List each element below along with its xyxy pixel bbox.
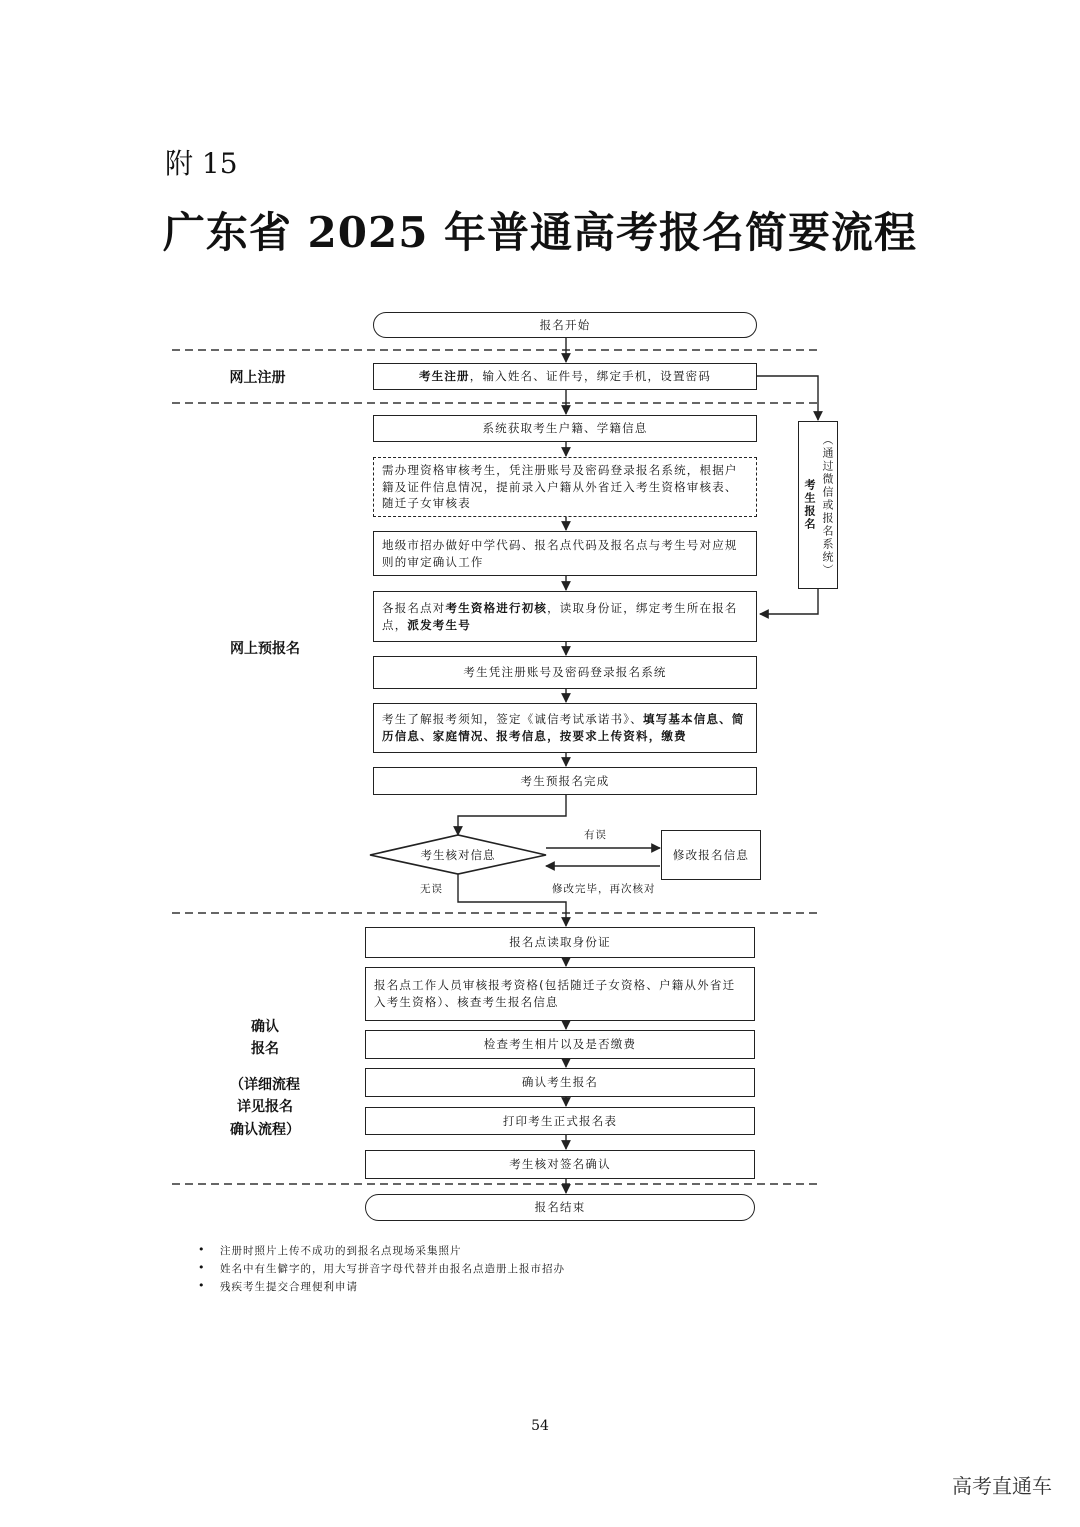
- step-end: 报名结束: [365, 1194, 755, 1221]
- section-confirm-note: [205, 1074, 325, 1141]
- section-online-preregister: 网上预报名: [230, 641, 300, 657]
- watermark: 高考直通车: [952, 1474, 1052, 1498]
- section-confirm-note-line2: 详见报名: [237, 1099, 293, 1116]
- step-pre-done: 考生预报名完成: [373, 767, 757, 795]
- page-title: 广东省 2025 年普通高考报名简要流程: [162, 208, 918, 257]
- side-box-bold: 考生报名: [803, 479, 816, 531]
- section-online-register: 网上注册: [229, 370, 286, 386]
- step-fetch-info: 系统获取考生户籍、学籍信息: [373, 415, 757, 442]
- section-confirm-note-line1: （详细流程: [230, 1077, 300, 1093]
- step-register-rest: ，输入姓名、证件号，绑定手机，设置密码: [469, 369, 712, 384]
- section-confirm: [225, 1016, 305, 1061]
- step-print-form: 打印考生正式报名表: [365, 1107, 755, 1135]
- edge-label-has-error: 有误: [584, 829, 607, 841]
- step-register: [373, 363, 757, 390]
- step-staff-review: 报名点工作人员审核报考资格(包括随迁子女资格、户籍从外省迁入考生资格）、核查考生报名信息: [365, 967, 755, 1021]
- step-read-id: 报名点读取身份证: [365, 927, 755, 958]
- notes-list: [198, 1243, 565, 1297]
- note-item: • 残疾考生提交合理便利申请: [198, 1279, 565, 1297]
- note-item: • 姓名中有生僻字的，用大写拼音字母代替并由报名点造册上报市招办: [198, 1261, 565, 1279]
- edge-label-recheck: 修改完毕，再次核对: [552, 883, 656, 895]
- step-fill-a: 考生了解报考须知，签定《诚信考试承诺书》、: [382, 712, 643, 727]
- attachment-label: 附 15: [165, 147, 238, 180]
- step-initial-c: ，读取身份证，绑定考生所在报名点，: [382, 600, 738, 632]
- step-initial-a: 各报名点对: [382, 600, 446, 615]
- note-item: • 注册时照片上传不成功的到报名点现场采集照片: [198, 1243, 565, 1261]
- step-login: 考生凭注册账号及密码登录报名系统: [373, 656, 757, 689]
- step-register-bold: 考生注册: [418, 369, 470, 384]
- step-city-codes: 地级市招办做好中学代码、报名点代码及报名点与考生号对应规则的审定确认工作: [373, 531, 757, 576]
- section-confirm-line1: 确认: [251, 1019, 279, 1035]
- side-box-wechat: [798, 421, 838, 589]
- step-initial-check: [373, 591, 757, 642]
- step-initial-d: 派发考生号: [407, 617, 471, 632]
- step-fill-b: 填写基本信息、简历信息、家庭情况、报考信息，按要求上传资料，缴费: [382, 712, 745, 743]
- step-sign: 考生核对签名确认: [365, 1150, 755, 1179]
- page-number: 54: [531, 1418, 549, 1434]
- step-check-info: 考生核对信息: [420, 848, 496, 862]
- edge-label-no-error: 无误: [420, 883, 443, 895]
- step-fill-info: [373, 703, 757, 753]
- step-confirm: 确认考生报名: [365, 1068, 755, 1097]
- section-confirm-line2: 报名: [251, 1041, 279, 1058]
- step-initial-b: 考生资格进行初核: [445, 600, 548, 615]
- section-confirm-note-line3: 确认流程）: [230, 1121, 300, 1138]
- step-start: 报名开始: [373, 312, 757, 338]
- side-box-normal: （通过微信或报名系统）: [821, 433, 834, 577]
- step-eligibility: 需办理资格审核考生，凭注册账号及密码登录报名系统，根据户籍及证件信息情况，提前录入户籍从外省迁入考生资格审核表、随迁子女审核表: [373, 457, 757, 517]
- step-modify-info: 修改报名信息: [661, 830, 761, 880]
- step-photo-fee: 检查考生相片以及是否缴费: [365, 1030, 755, 1059]
